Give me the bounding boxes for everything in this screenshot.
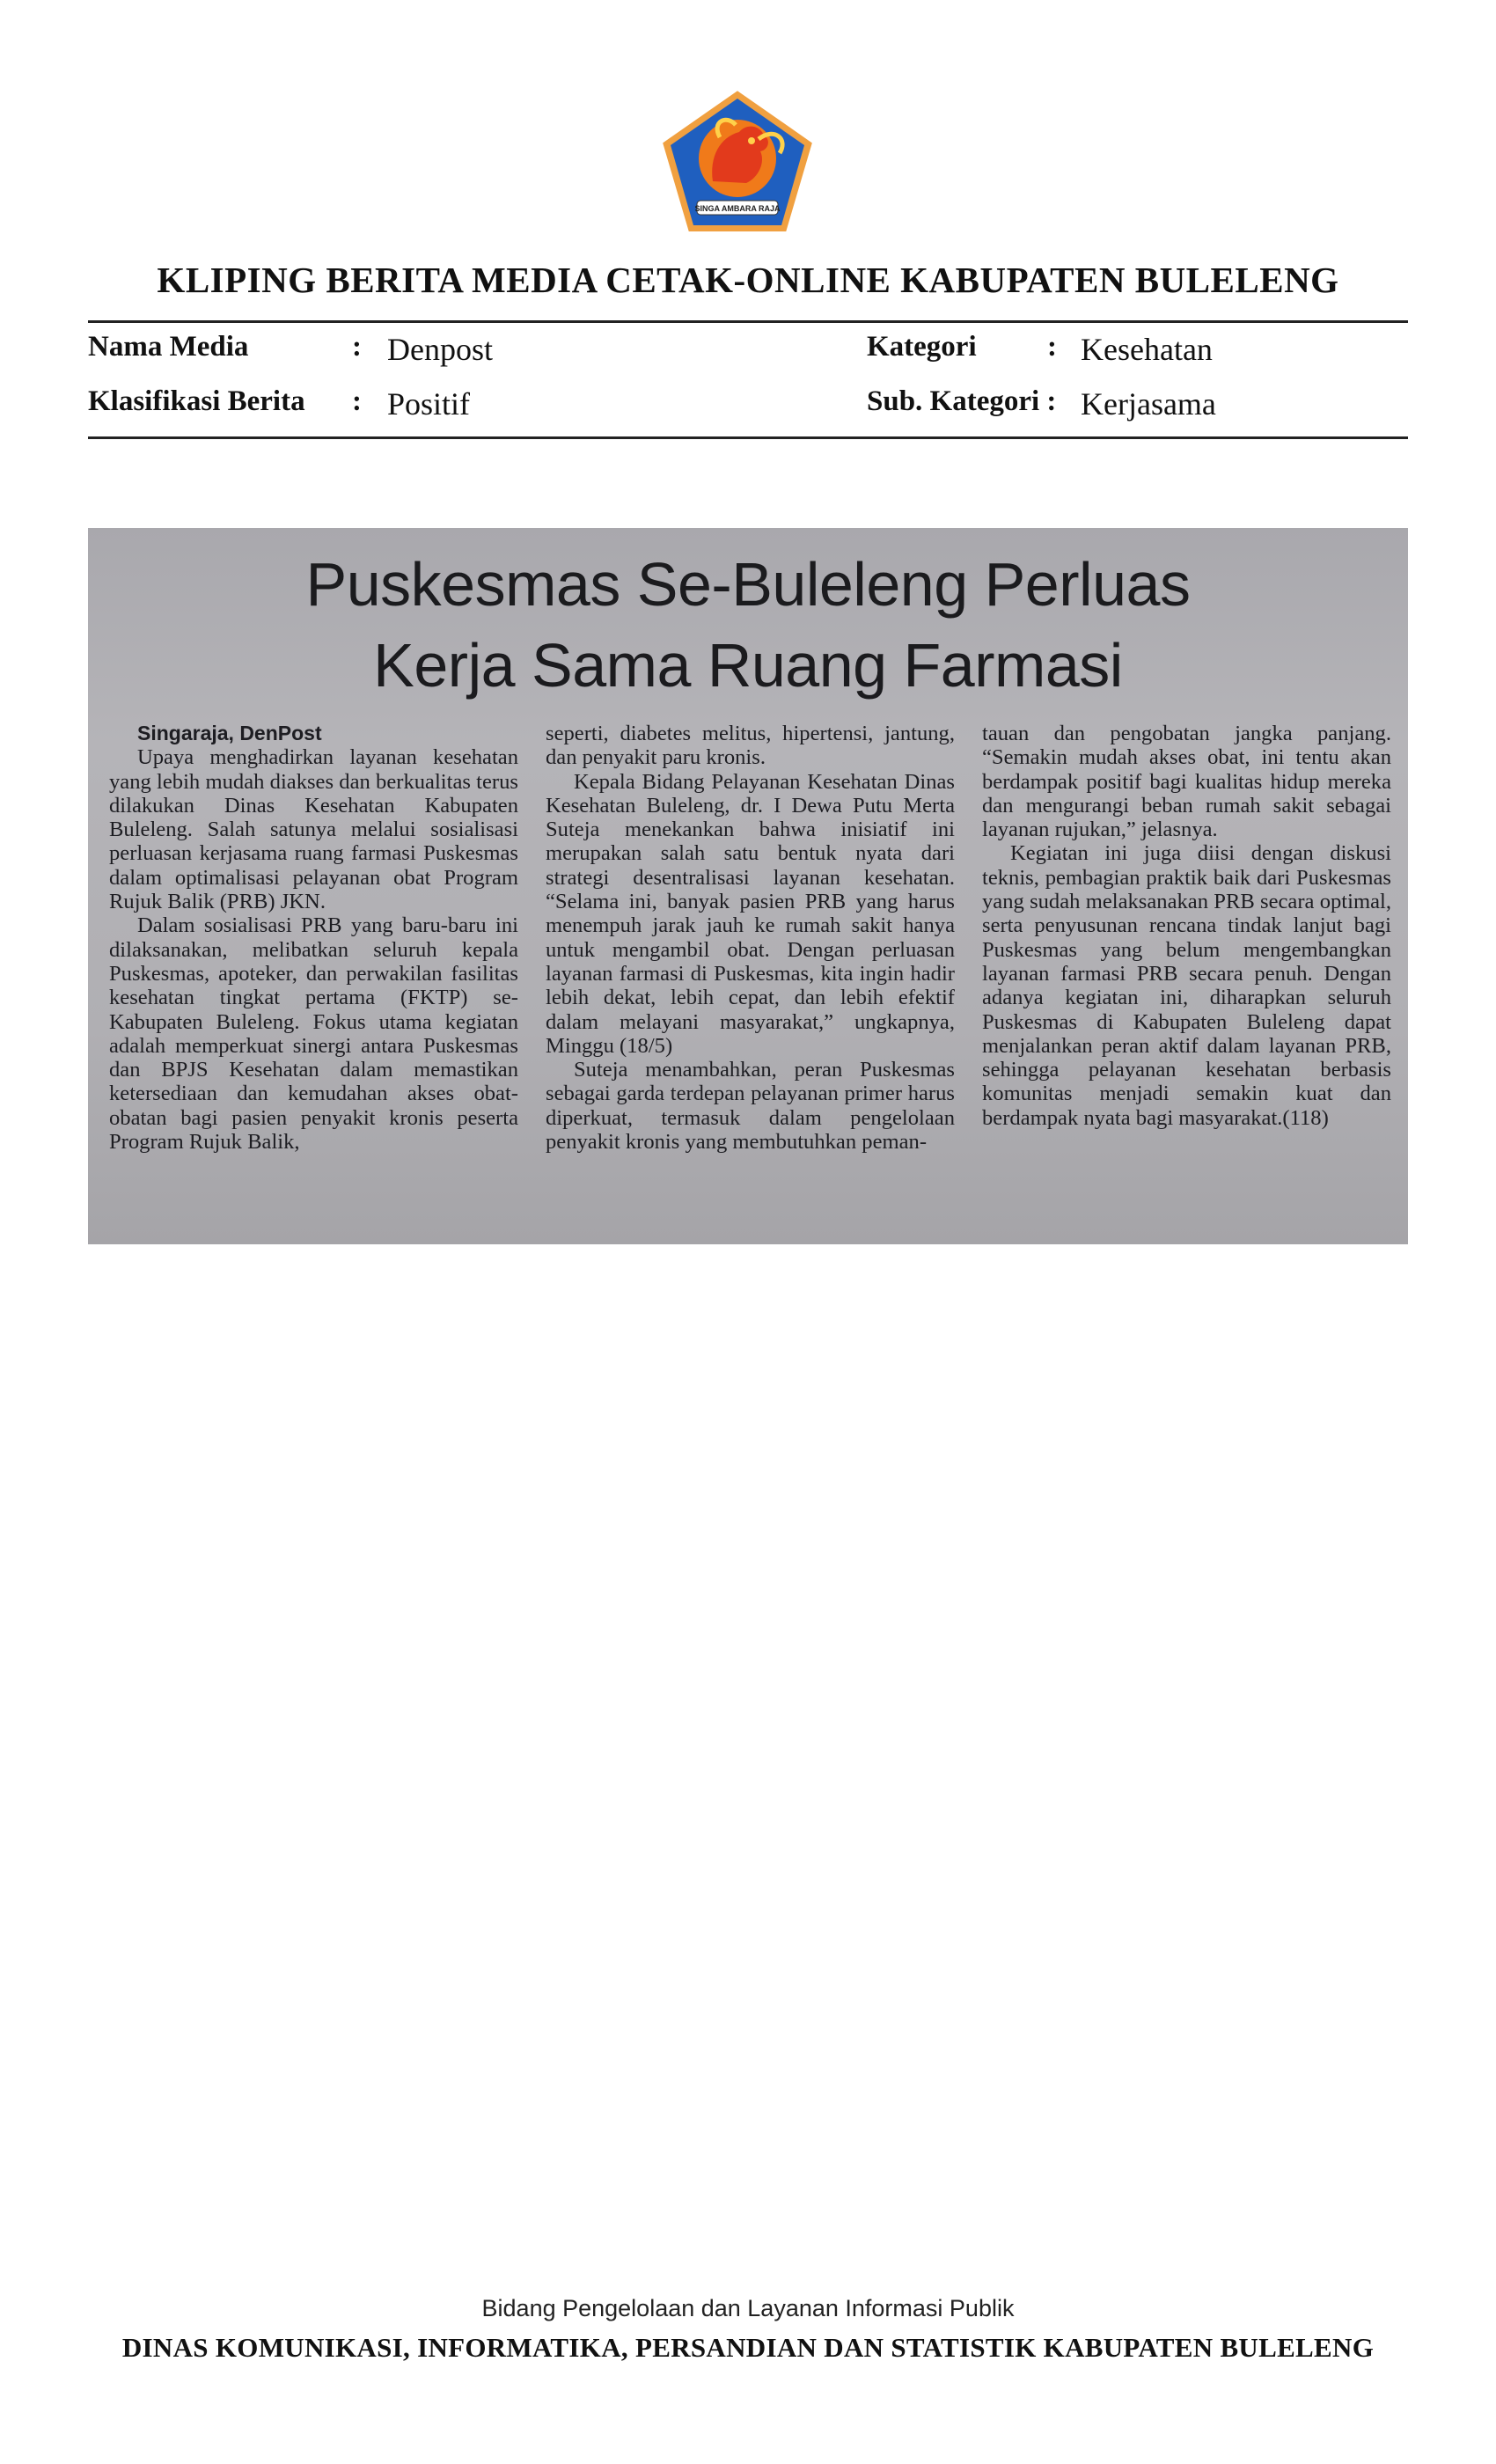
article-paragraph: tauan dan pengobatan jangka panjang. “Semakin mudah akses obat, ini tentu akan berdampak positif bagi kualitas hidup mereka dan mengurangi beban rumah sakit sebagai layanan rujukan,” jelasnya. <box>982 722 1391 842</box>
kategori-colon: : <box>1047 331 1057 363</box>
headline-line-2: Kerja Sama Ruang Farmasi <box>373 631 1123 700</box>
klasifikasi-value: Positif <box>387 386 471 422</box>
footer-title: DINAS KOMUNIKASI, INFORMATIKA, PERSANDIAN DAN STATISTIK KABUPATEN BULELENG <box>121 2332 1375 2363</box>
article-paragraph: Upaya menghadirkan layanan kesehatan yang lebih mudah diakses dan berkualitas terus dilakukan Dinas Kesehatan Kabupaten Buleleng. Salah satunya melalui sosialisasi perluasan kerjasama ruang farmasi Puskesmas dalam optimalisasi pelayanan obat Program Rujuk Balik (PRB) JKN. <box>109 745 518 914</box>
document-title: KLIPING BERITA MEDIA CETAK-ONLINE KABUPATEN BULELENG <box>157 260 1339 300</box>
kategori-value: Kesehatan <box>1081 332 1213 367</box>
nama-media-value: Denpost <box>387 332 493 367</box>
klasifikasi-colon: : <box>352 385 362 417</box>
headline-line-1: Puskesmas Se-Buleleng Perluas <box>305 550 1191 619</box>
article-paragraph: Dalam sosialisasi PRB yang baru-baru ini dilaksanakan, melibatkan seluruh kepala Puskesmas, apoteker, dan perwakilan fasilitas kesehatan tingkat pertama (FKTP) se-Kabupaten Buleleng. Fokus utama kegiatan adalah memperkuat sinergi antara Puskesmas dan BPJS Kesehatan dalam memastikan ketersediaan dan kemudahan akses obat-obatan bagi pasien penyakit kronis peserta Program Rujuk Balik, <box>109 913 518 1155</box>
article-column-3 <box>982 722 1391 1130</box>
article-paragraph: Kegiatan ini juga diisi dengan diskusi teknis, pembagian praktik baik dari Puskesmas yang sudah melaksanakan PRB secara optimal, serta penyusunan rencana tindak lanjut bagi Puskesmas yang belum mengembangkan layanan farmasi PRB secara penuh. Dengan adanya kegiatan ini, diharapkan seluruh Puskesmas di Kabupaten Buleleng dapat menjalankan peran aktif dalam layanan PRB, sehingga pelayanan kesehatan berbasis komunitas menjadi semakin kuat dan berdampak nyata bagi masyarakat.(118) <box>982 841 1391 1130</box>
kategori-label: Kategori <box>867 331 977 363</box>
sub-kategori-label: Sub. Kategori : <box>867 385 1057 417</box>
article-dateline: Singaraja, DenPost <box>137 722 322 744</box>
article-paragraph: Kepala Bidang Pelayanan Kesehatan Dinas Kesehatan Buleleng, dr. I Dewa Putu Merta Suteja menekankan bahwa inisiatif ini merupakan salah satu bentuk nyata dari strategi desentralisasi layanan kesehatan. “Selama ini, banyak pasien PRB yang harus menempuh jarak jauh ke rumah sakit hanya untuk mengambil obat. Dengan perluasan layanan farmasi di Puskesmas, kita ingin hadir lebih dekat, lebih cepat, dan lebih efektif dalam melayani masyarakat,” ungkapnya, Minggu (18/5) <box>546 769 955 1058</box>
svg-text:SINGA AMBARA RAJA: SINGA AMBARA RAJA <box>694 204 781 213</box>
article-column-2 <box>546 722 955 1154</box>
article-headline <box>88 544 1408 706</box>
klasifikasi-label: Klasifikasi Berita <box>88 385 305 417</box>
footer-subtitle: Bidang Pengelolaan dan Layanan Informasi Publik <box>481 2295 1015 2321</box>
article-column-1 <box>109 722 518 1154</box>
regency-logo <box>658 86 817 236</box>
nama-media-label: Nama Media <box>88 331 249 363</box>
newspaper-clipping <box>88 528 1408 1244</box>
header-divider <box>88 320 1408 323</box>
nama-media-colon: : <box>352 331 362 363</box>
sub-kategori-value: Kerjasama <box>1081 386 1216 422</box>
meta-divider <box>88 436 1408 439</box>
article-paragraph: Suteja menambahkan, peran Puskesmas sebagai garda terdepan pelayanan primer harus diperkuat, termasuk dalam pengelolaan penyakit kronis yang membutuhkan peman- <box>546 1058 955 1155</box>
article-paragraph: seperti, diabetes melitus, hipertensi, jantung, dan penyakit paru kronis. <box>546 722 955 770</box>
